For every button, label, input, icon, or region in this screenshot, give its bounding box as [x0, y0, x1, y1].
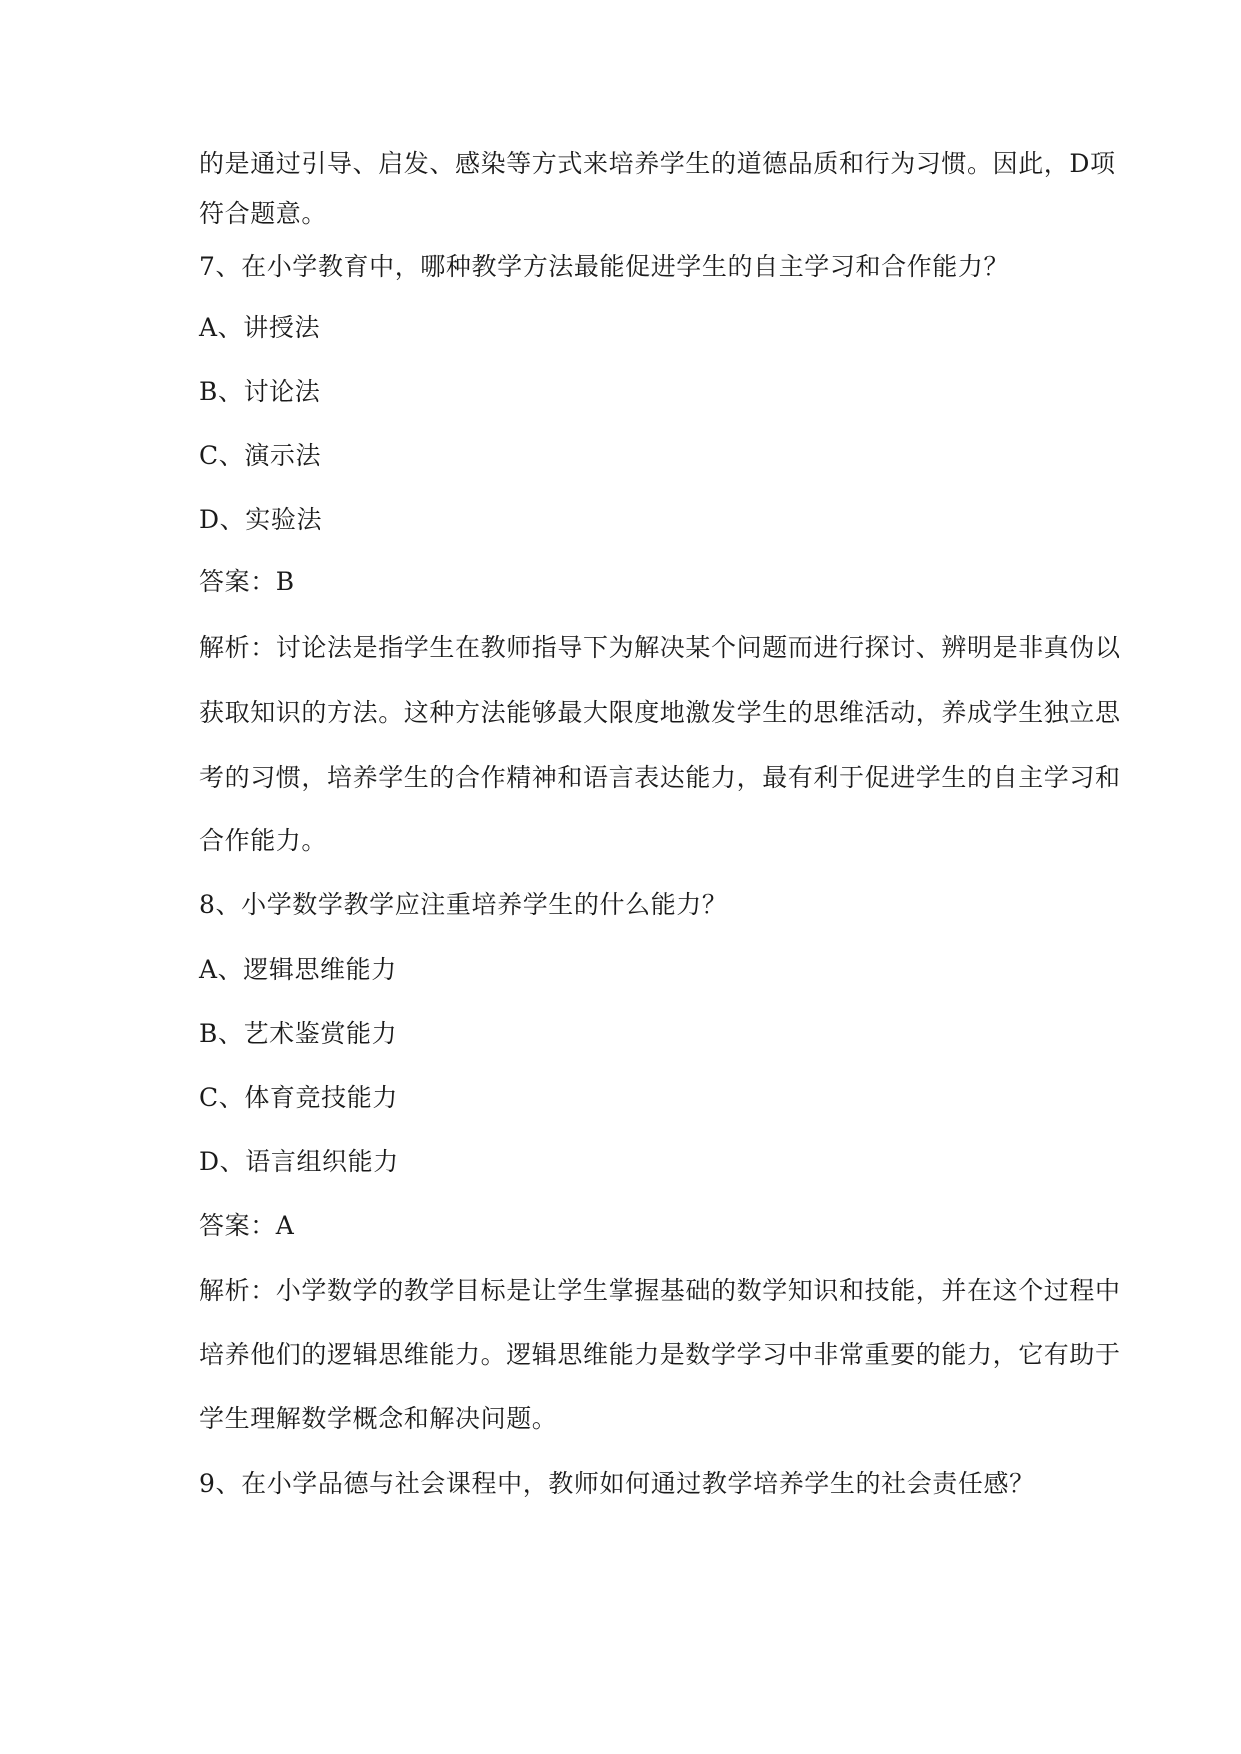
paragraph-line: 的是通过引导、启发、感染等方式来培养学生的道德品质和行为习惯。因此，D项 — [199, 149, 1116, 178]
explanation-line: 解析：讨论法是指学生在教师指导下为解决某个问题而进行探讨、辨明是非真伪以 — [199, 633, 1121, 662]
option-d: D、实验法 — [199, 505, 323, 534]
option-b: B、艺术鉴赏能力 — [199, 1019, 398, 1048]
question-8: 8、小学数学教学应注重培养学生的什么能力？ — [199, 890, 728, 919]
question-9: 9、在小学品德与社会课程中，教师如何通过教学培养学生的社会责任感？ — [199, 1469, 1035, 1498]
answer: 答案：A — [199, 1211, 295, 1240]
option-c: C、体育竞技能力 — [199, 1083, 398, 1112]
paragraph-line: 符合题意。 — [199, 199, 328, 228]
explanation-line: 合作能力。 — [199, 826, 328, 855]
answer: 答案：B — [199, 567, 295, 596]
option-a: A、讲授法 — [199, 313, 321, 342]
option-b: B、讨论法 — [199, 377, 321, 406]
explanation-line: 获取知识的方法。这种方法能够最大限度地激发学生的思维活动，养成学生独立思 — [199, 698, 1121, 727]
explanation-line: 考的习惯，培养学生的合作精神和语言表达能力，最有利于促进学生的自主学习和 — [199, 763, 1121, 792]
question-7: 7、在小学教育中，哪种教学方法最能促进学生的自主学习和合作能力？ — [199, 252, 1010, 281]
option-a: A、逻辑思维能力 — [199, 955, 397, 984]
explanation-line: 解析：小学数学的教学目标是让学生掌握基础的数学知识和技能，并在这个过程中 — [199, 1276, 1121, 1305]
option-d: D、语言组织能力 — [199, 1147, 399, 1176]
option-c: C、演示法 — [199, 441, 322, 470]
explanation-line: 学生理解数学概念和解决问题。 — [199, 1404, 558, 1433]
explanation-line: 培养他们的逻辑思维能力。逻辑思维能力是数学学习中非常重要的能力，它有助于 — [199, 1340, 1121, 1369]
